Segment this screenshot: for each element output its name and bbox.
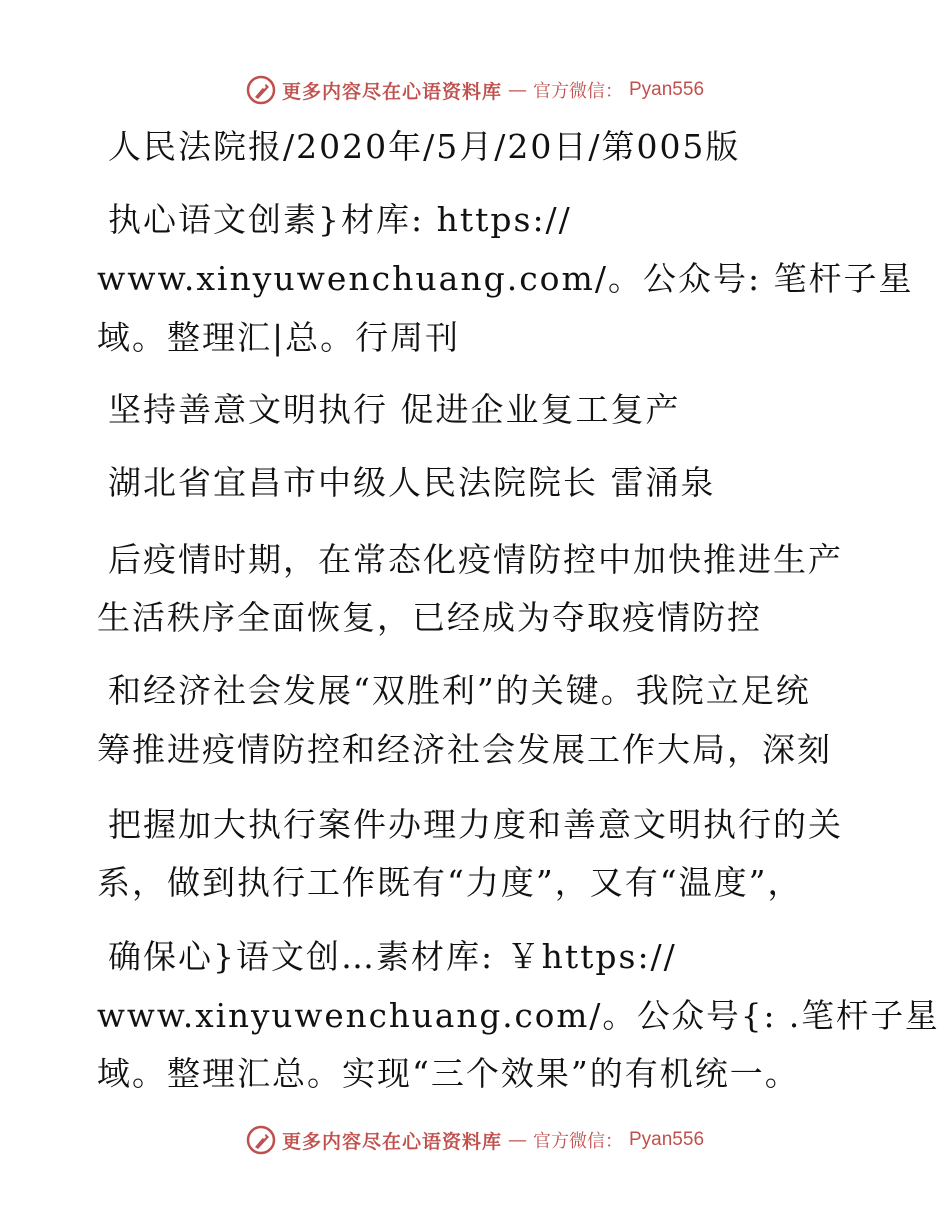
header-banner-subtitle: 官方微信： [533,81,623,102]
paragraph-line: 把握加大执行案件办理力度和善意文明执行的关 [108,805,843,844]
watermark-line: 确保心}语文创…素材库: ￥https:// [108,937,677,976]
footer-banner-subtitle: 官方微信： [533,1131,623,1152]
watermark-line: 域。整理汇总。实现“三个效果”的有机统一。 [97,1054,800,1093]
watermark-line: www.xinyuwenchuang.com/。公众号: 笔杆子星 [97,259,914,298]
watermark-line: 域。整理汇|总。行周刊 [97,318,461,357]
pen-nib-circle-icon [246,1125,276,1155]
footer-banner-content [246,1125,704,1155]
pen-nib-circle-icon [246,75,276,105]
header-banner-text: 更多内容尽在心语资料库 [281,80,502,103]
header-banner-content [246,75,704,105]
paragraph-line: 后疫情时期，在常态化疫情防控中加快推进生产 [108,540,843,579]
watermark-line: www.xinyuwenchuang.com/。公众号{: .笔杆子星 [97,996,940,1035]
article-title: 坚持善意文明执行 促进企业复工复产 [108,390,681,429]
article-author: 湖北省宜昌市中级人民法院院长 雷涌泉 [108,463,716,502]
footer-banner [0,1120,950,1160]
paragraph-line: 系，做到执行工作既有“力度”，又有“温度”， [97,863,803,902]
header-banner-wechat-id: Pyan556 [629,79,705,100]
paragraph-line: 生活秩序全面恢复，已经成为夺取疫情防控 [97,598,762,637]
footer-banner-wechat-id: Pyan556 [629,1129,705,1150]
source-line: 人民法院报/2020年/5月/20日/第005版 [108,127,741,166]
watermark-line: 执心语文创素}材库: https:// [108,200,572,239]
paragraph-line: 和经济社会发展“双胜利”的关键。我院立足统 [108,671,811,710]
header-banner-separator: — [508,79,527,101]
footer-banner-text: 更多内容尽在心语资料库 [281,1130,502,1153]
footer-banner-separator: — [508,1129,527,1151]
header-banner [0,70,950,110]
paragraph-line: 筹推进疫情防控和经济社会发展工作大局，深刻 [97,730,832,769]
